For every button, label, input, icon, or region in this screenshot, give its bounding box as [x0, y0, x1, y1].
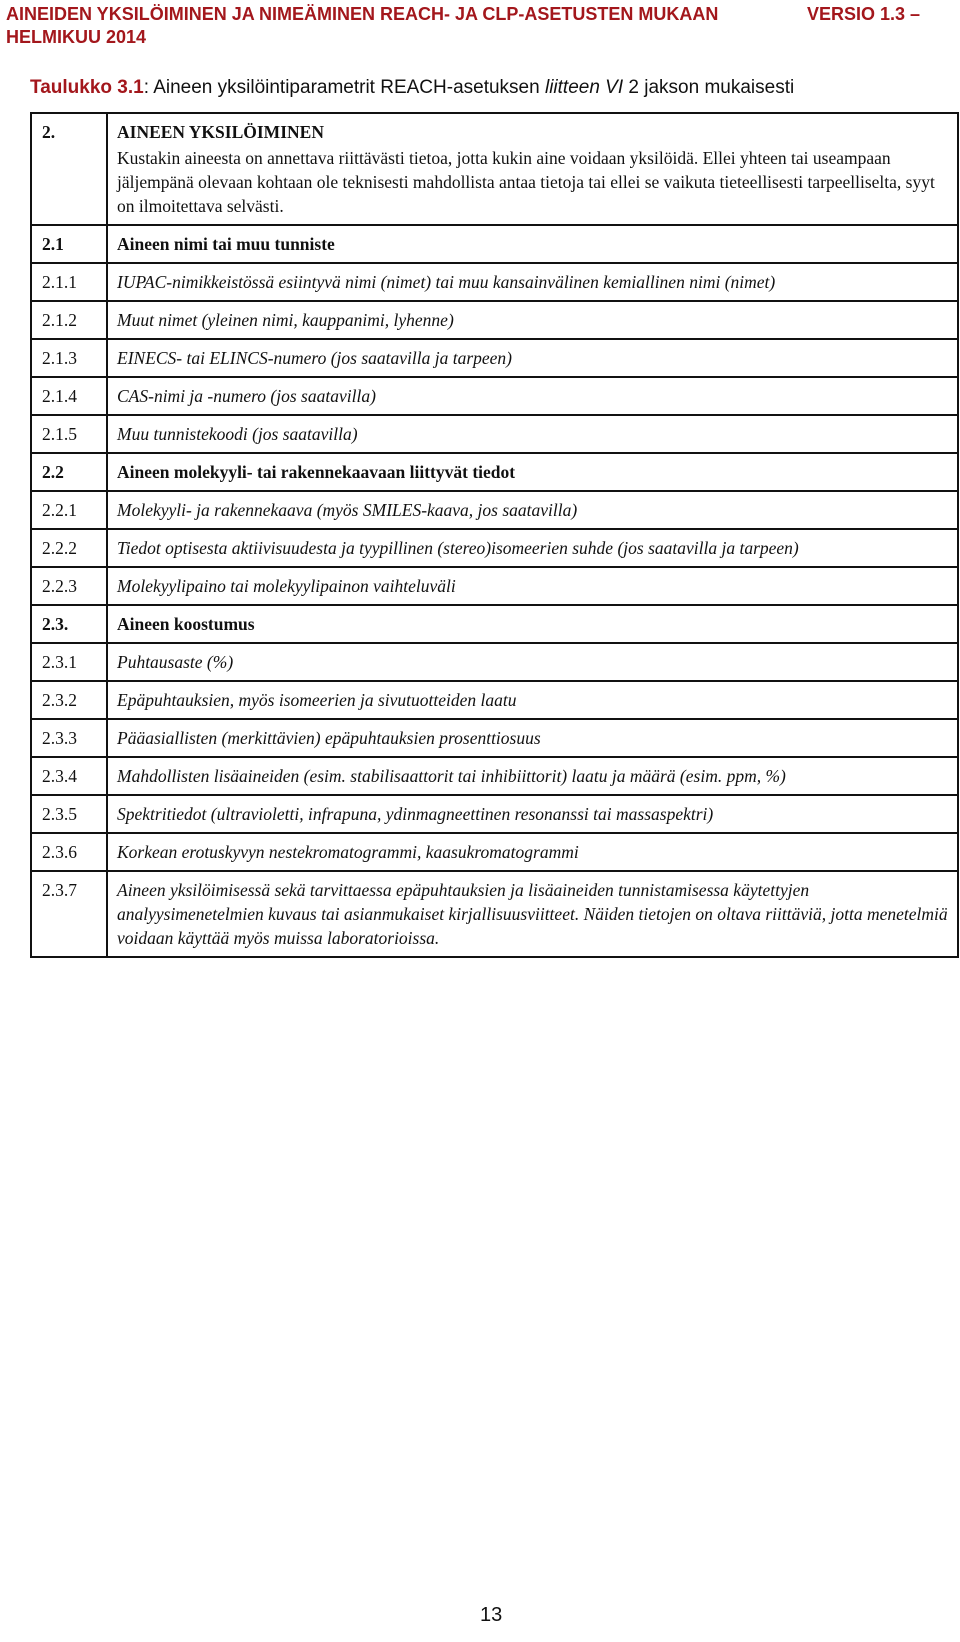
table-row — [31, 567, 958, 605]
row-number: 2.3.5 — [31, 795, 107, 833]
row-number: 2.1.3 — [31, 339, 107, 377]
table-row — [31, 719, 958, 757]
row-number: 2.3.1 — [31, 643, 107, 681]
row-number: 2.1.5 — [31, 415, 107, 453]
row-text: Muu tunnistekoodi (jos saatavilla) — [107, 415, 958, 453]
table-row — [31, 795, 958, 833]
section-intro: Kustakin aineesta on annettava riittävästi tietoa, jotta kukin aine voidaan yksilöidä. Ellei yhteen tai useampaan jäljempänä olevaan kohtaan ole teknisesti mahdollista antaa tietoja tai ellei se vaikuta tieteellisesti tarpeelliselta, syyt on ilmoitettava selvästi. — [107, 146, 958, 225]
row-number: 2.3. — [31, 605, 107, 643]
row-text: Muut nimet (yleinen nimi, kauppanimi, lyhenne) — [107, 301, 958, 339]
table-row-intro — [31, 146, 958, 225]
header-title: AINEIDEN YKSILÖIMINEN JA NIMEÄMINEN REACH- JA CLP-ASETUSTEN MUKAAN — [6, 4, 719, 24]
table-row-section — [31, 113, 958, 146]
row-number: 2.3.6 — [31, 833, 107, 871]
row-text: Spektritiedot (ultravioletti, infrapuna, ydinmagneettinen resonanssi tai massaspektri) — [107, 795, 958, 833]
header-date: HELMIKUU 2014 — [6, 27, 147, 47]
table-row — [31, 529, 958, 567]
row-number: 2.1.4 — [31, 377, 107, 415]
row-text: Molekyylipaino tai molekyylipainon vaihteluväli — [107, 567, 958, 605]
header-version: VERSIO 1.3 – — [807, 4, 921, 24]
row-text: Aineen yksilöimisessä sekä tarvittaessa epäpuhtauksien ja lisäaineiden tunnistamisessa käytettyjen analyysimenetelmien kuvaus tai asianmukaiset kirjallisuusviitteet. Näiden tietojen on oltava riittäviä, jotta menetelmiä voidaan käyttää myös muissa laboratorioissa. — [107, 871, 958, 957]
row-text: Pääasiallisten (merkittävien) epäpuhtauksien prosenttiosuus — [107, 719, 958, 757]
row-number: 2.3.2 — [31, 681, 107, 719]
caption-italic: liitteen VI — [544, 77, 624, 98]
row-number: 2.3.4 — [31, 757, 107, 795]
row-text: Aineen nimi tai muu tunniste — [107, 225, 958, 263]
intro-number-cell — [31, 146, 107, 225]
row-text: Epäpuhtauksien, myös isomeerien ja sivutuotteiden laatu — [107, 681, 958, 719]
row-number: 2.3.3 — [31, 719, 107, 757]
row-number: 2.2.1 — [31, 491, 107, 529]
caption-label: Taulukko 3.1 — [30, 77, 144, 98]
row-text: Mahdollisten lisäaineiden (esim. stabilisaattorit tai inhibiittorit) laatu ja määrä (esim. ppm, %) — [107, 757, 958, 795]
table-row — [31, 833, 958, 871]
table-row — [31, 757, 958, 795]
row-text: CAS-nimi ja -numero (jos saatavilla) — [107, 377, 958, 415]
table-row — [31, 605, 958, 643]
table-row — [31, 681, 958, 719]
row-text: Aineen molekyyli- tai rakennekaavaan liittyvät tiedot — [107, 453, 958, 491]
row-text: Puhtausaste (%) — [107, 643, 958, 681]
row-number: 2.1 — [31, 225, 107, 263]
table-row — [31, 643, 958, 681]
table-row — [31, 491, 958, 529]
row-text: Korkean erotuskyvyn nestekromatogrammi, kaasukromatogrammi — [107, 833, 958, 871]
identification-table — [30, 112, 959, 958]
section-title: AINEEN YKSILÖIMINEN — [107, 113, 958, 146]
table-caption — [30, 75, 794, 101]
table-row — [31, 225, 958, 263]
table-row — [31, 377, 958, 415]
section-number: 2. — [31, 113, 107, 146]
row-number: 2.2.2 — [31, 529, 107, 567]
table-row — [31, 415, 958, 453]
row-text: EINECS- tai ELINCS-numero (jos saatavilla ja tarpeen) — [107, 339, 958, 377]
row-number: 2.1.2 — [31, 301, 107, 339]
row-number: 2.2.3 — [31, 567, 107, 605]
table-row — [31, 871, 958, 957]
row-text: Aineen koostumus — [107, 605, 958, 643]
caption-text-after: 2 jakson mukaisesti — [623, 77, 795, 98]
row-text: IUPAC-nimikkeistössä esiintyvä nimi (nimet) tai muu kansainvälinen kemiallinen nimi (nimet) — [107, 263, 958, 301]
row-text: Tiedot optisesta aktiivisuudesta ja tyypillinen (stereo)isomeerien suhde (jos saatavilla ja tarpeen) — [107, 529, 958, 567]
row-number: 2.3.7 — [31, 871, 107, 957]
row-number: 2.2 — [31, 453, 107, 491]
table-row — [31, 339, 958, 377]
row-number: 2.1.1 — [31, 263, 107, 301]
table-row — [31, 453, 958, 491]
page-number: 13 — [480, 1604, 503, 1626]
row-text: Molekyyli- ja rakennekaava (myös SMILES-kaava, jos saatavilla) — [107, 491, 958, 529]
table-row — [31, 263, 958, 301]
caption-text-before: : Aineen yksilöintiparametrit REACH-asetuksen — [143, 77, 545, 98]
table-row — [31, 301, 958, 339]
